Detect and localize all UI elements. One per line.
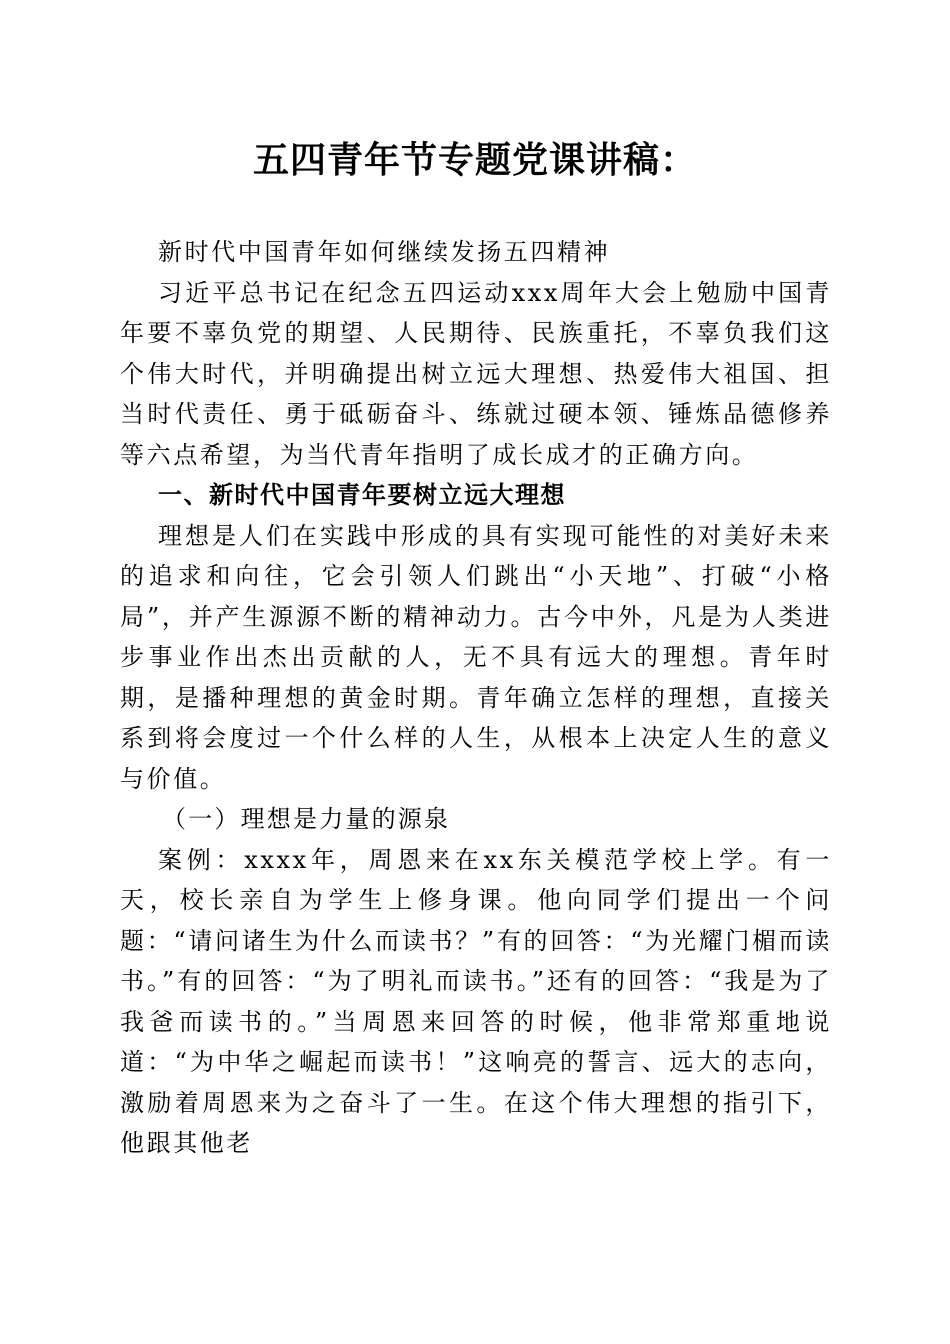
document-title: 五四青年节专题党课讲稿： bbox=[252, 139, 697, 181]
subsection-heading: （一）理想是力量的源泉 bbox=[162, 805, 451, 833]
case-paragraph: 案例：xxxx年，周恩来在xx东关模范学校上学。有一天，校长亲自为学生上修身课。他向同学们提出一个问题：“请问诸生为什么而读书？”有的回答：“为光耀门楣而读书。”有的回答：“为了明礼而读书。”还有的回答：“我是为了我爸而读书的。”当周恩来回答的时候，他非常郑重地说道：“为中华之崛起而读书！”这响亮的誓言、远大的志向，激励着周恩来为之奋斗了一生。在这个伟大理想的指引下，他跟其他老 bbox=[120, 845, 832, 1157]
section-heading: 一、新时代中国青年要树立远大理想 bbox=[158, 481, 566, 509]
intro-paragraph: 习近平总书记在纪念五四运动xxx周年大会上勉励中国青年要不辜负党的期望、人民期待、民族重托，不辜负我们这个伟大时代，并明确提出树立远大理想、热爱伟大祖国、担当时代责任、勇于砥砺奋斗、练就过硬本领、锤炼品德修养等六点希望，为当代青年指明了成长成才的正确方向。 bbox=[120, 278, 832, 469]
body-paragraph: 理想是人们在实践中形成的具有实现可能性的对美好未来的追求和向往，它会引领人们跳出“小天地”、打破“小格局”，并产生源源不断的精神动力。古今中外，凡是为人类进步事业作出杰出贡献的人，无不具有远大的理想。青年时期，是播种理想的黄金时期。青年确立怎样的理想，直接关系到将会度过一个什么样的人生，从根本上决定人生的意义与价值。 bbox=[120, 521, 832, 793]
document-body bbox=[120, 232, 832, 1164]
subtitle-paragraph: 新时代中国青年如何继续发扬五四精神 bbox=[158, 238, 611, 266]
